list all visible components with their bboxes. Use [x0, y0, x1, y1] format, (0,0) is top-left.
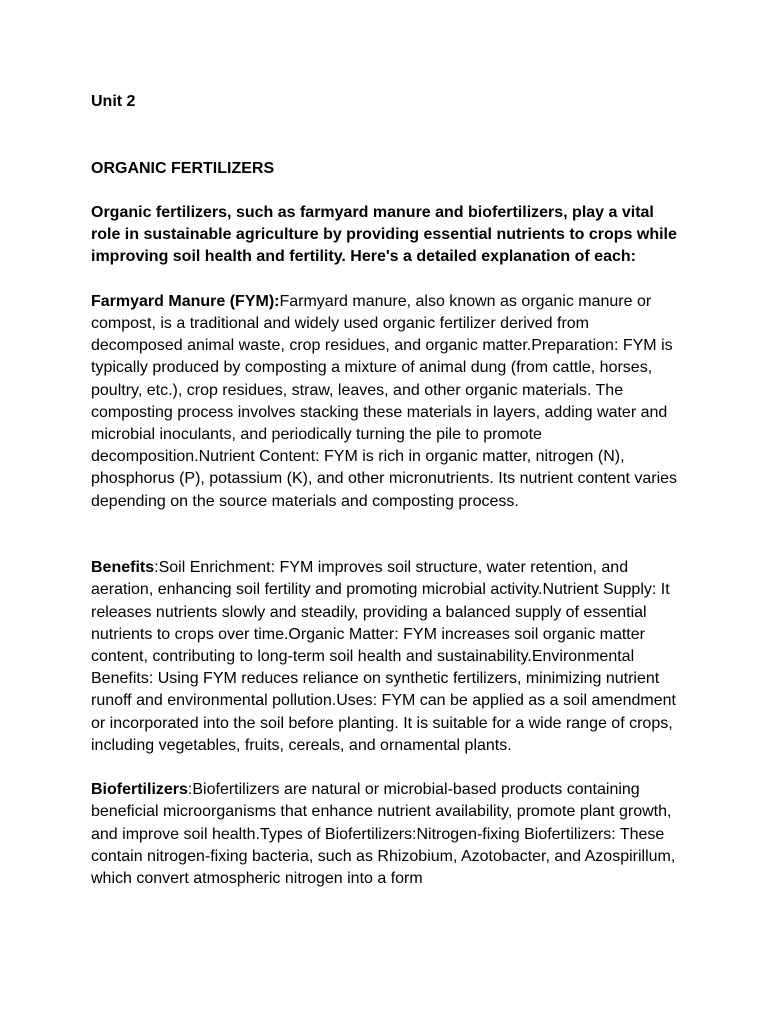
fym-paragraph	[91, 291, 681, 513]
biofertilizers-lead: Biofertilizers	[91, 781, 188, 799]
biofertilizers-text: :Biofertilizers are natural or microbial-based products containing beneficial microorganisms that enhance nutrient availability, promote plant growth, and improve soil health.Types of Biofertilizers:Nitrogen-fixing Biofertilizers: These contain nitrogen-fixing bacteria, such as Rhizobium, Azotobacter, and Azospirillum, which convert atmospheric nitrogen into a form	[91, 781, 676, 888]
benefits-text: :Soil Enrichment: FYM improves soil structure, water retention, and aeration, enhancing soil fertility and promoting microbial activity.Nutrient Supply: It releases nutrients slowly and steadily, providing a balanced supply of essential nutrients to crops over time.Organic Matter: FYM increases soil organic matter content, contributing to long-term soil health and sustainability.Environmental Benefits: Using FYM reduces reliance on synthetic fertilizers, minimizing nutrient runoff and environmental pollution.Uses: FYM can be applied as a soil amendment or incorporated into the soil before planting. It is suitable for a wide range of crops, including vegetables, fruits, cereals, and ornamental plants.	[91, 559, 676, 754]
biofertilizers-paragraph	[91, 779, 681, 890]
fym-text: Farmyard manure, also known as organic manure or compost, is a traditional and widely used organic fertilizer derived from decomposed animal waste, crop residues, and organic matter.Preparation: FYM is typically produced by composting a mixture of animal dung (from cattle, horses, poultry, etc.), crop residues, straw, leaves, and other organic materials. The composting process involves stacking these materials in layers, adding water and microbial inoculants, and periodically turning the pile to promote decomposition.Nutrient Content: FYM is rich in organic matter, nitrogen (N), phosphorus (P), potassium (K), and other micronutrients. Its nutrient content varies depending on the source materials and composting process.	[91, 292, 678, 510]
benefits-lead: Benefits	[91, 559, 155, 577]
unit-heading: Unit 2	[91, 93, 136, 110]
document-title: ORGANIC FERTILIZERS	[91, 159, 275, 177]
fym-lead: Farmyard Manure (FYM):	[91, 292, 280, 310]
document-page	[91, 91, 681, 890]
benefits-paragraph	[91, 557, 681, 757]
intro-paragraph: Organic fertilizers, such as farmyard manure and biofertilizers, play a vital role in sustainable agriculture by providing essential nutrients to crops while improving soil health and fertility. Here's a detailed explanation of each:	[91, 203, 677, 266]
